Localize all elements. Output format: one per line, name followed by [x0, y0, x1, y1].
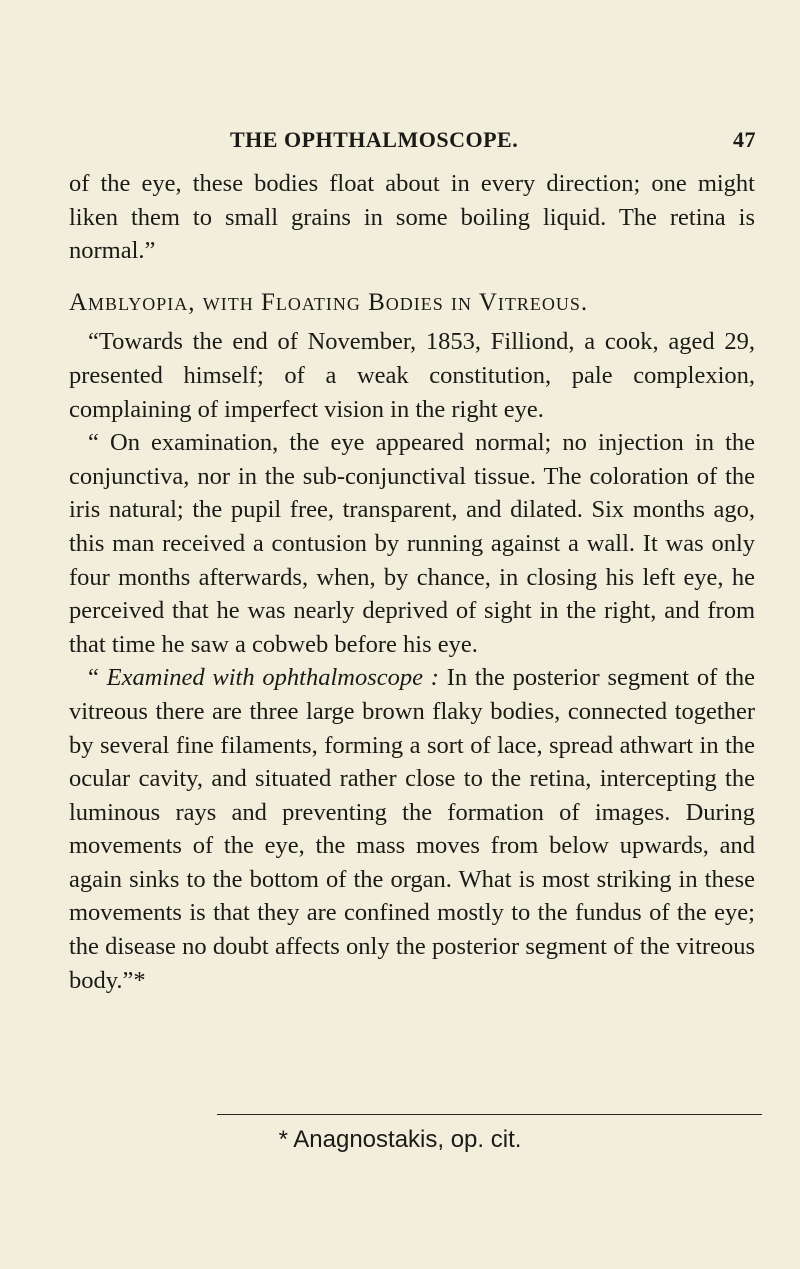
footnote-divider: [217, 1114, 762, 1115]
page-number: 47: [733, 127, 756, 152]
paragraph-examination: “ On examination, the eye appeared normal; no injection in the conjunctiva, nor in the sub-conjunctival tissue. The coloration of the iris natural; the pupil free, transparent, and dilated. Six months ago, this man received a contusion by running against a wall. It was only four months afterwards, when, by chance, in closing his left eye, he perceived that he was nearly deprived of sight in the right, and from that time he saw a cobweb before his eye.: [69, 429, 755, 658]
running-title: THE OPHTHALMOSCOPE.: [230, 127, 519, 152]
open-quote: “: [88, 664, 99, 692]
paragraph-case-intro: “Towards the end of November, 1853, Filliond, a cook, aged 29, presented himself; of a weak constitution, pale complexion, complaining of imperfect vision in the right eye.: [69, 328, 755, 423]
running-head: [68, 127, 776, 157]
body-text: [69, 167, 755, 997]
paragraph-ophthalmoscope: [69, 661, 755, 997]
footnote: * Anagnostakis, op. cit.: [278, 1126, 522, 1153]
italic-lead: Examined with ophthalmoscope :: [106, 664, 439, 692]
paragraph-continuation: of the eye, these bodies float about in every direction; one might liken them to small grains in some boiling liquid. The retina is normal.”: [69, 170, 755, 265]
section-heading: Amblyopia, with Floating Bodies in Vitreous.: [69, 288, 589, 316]
paragraph-ophthalmoscope-text: In the posterior segment of the vitreous there are three large brown flaky bodies, connected together by several fine filaments, forming a sort of lace, spread athwart in the ocular cavity, and situated rather close to the retina, intercepting the luminous rays and preventing the formation of images. During movements of the eye, the mass moves from below upwards, and again sinks to the bottom of the organ. What is most striking in these movements is that they are confined mostly to the fundus of the eye; the disease no doubt affects only the posterior segment of the vitreous body.”*: [69, 664, 756, 994]
